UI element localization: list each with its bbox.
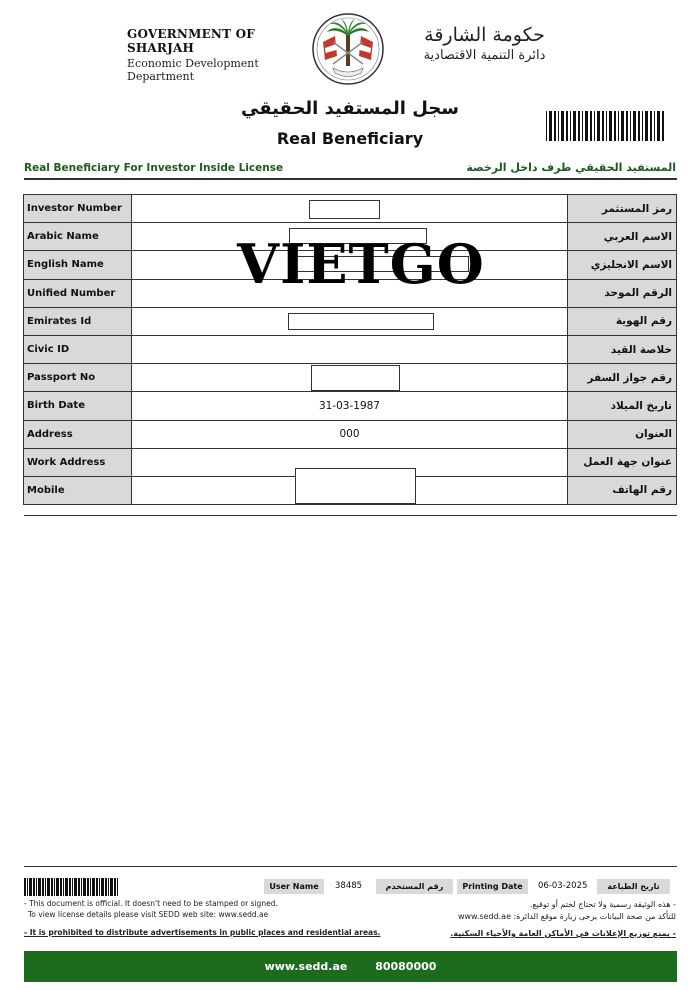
row-label-ar: رقم الهوية: [568, 307, 677, 335]
official-note-en: - This document is official. It doesn't need to be stamped or signed.: [24, 899, 278, 908]
row-label-ar: الاسم العربي: [568, 223, 677, 251]
barcode-bar: [105, 878, 107, 896]
table-row: [24, 420, 677, 448]
section-subtitle-ar: المستفيد الحقيقي طرف داخل الرخصة: [466, 161, 676, 174]
government-name-ar: [392, 24, 577, 63]
divider: [24, 515, 677, 516]
row-label-en: Investor Number: [24, 195, 132, 223]
barcode-bar: [65, 878, 68, 896]
barcode-bar: [110, 878, 113, 896]
row-label-ar: الاسم الانجليزي: [568, 251, 677, 279]
barcode-bar: [42, 878, 44, 896]
phone-number: 80080000: [375, 960, 437, 973]
barcode-bar: [582, 111, 583, 141]
printing-date-label-ar: تاريخ الطباعة: [597, 879, 670, 894]
row-label-ar: رقم الهاتف: [568, 476, 677, 504]
row-label-en: Work Address: [24, 448, 132, 476]
barcode-bar: [570, 111, 571, 141]
user-name-value: 38485: [335, 881, 363, 891]
barcode-bar: [51, 878, 53, 896]
website-note-ar: للتأكد من صحة البيانات يرجى زيارة موقع الدائرة: www.sedd.ae: [457, 912, 676, 921]
barcode-bar: [24, 878, 26, 896]
printing-date-value: 06-03-2025: [538, 881, 588, 891]
barcode-bar: [609, 111, 612, 141]
barcode-bar: [47, 878, 50, 896]
row-value: [131, 364, 567, 392]
row-label-en: Birth Date: [24, 392, 132, 420]
barcode-bar: [549, 111, 552, 141]
barcode-bar: [63, 878, 64, 896]
barcode-bar: [78, 878, 80, 896]
prohibition-note-ar: - يمنع توزيع الإعلانات في الأماكن العامة والأحياء السكنية.: [450, 929, 676, 938]
row-label-ar: عنوان جهة العمل: [568, 448, 677, 476]
barcode-bar: [101, 878, 104, 896]
barcode-bar: [96, 878, 98, 896]
barcode-bar: [36, 878, 37, 896]
barcode-bar: [45, 878, 46, 896]
official-note-ar: - هذه الوثيقة رسمية ولا تحتاج لختم أو توقيع.: [529, 900, 676, 909]
barcode-bar: [81, 878, 82, 896]
barcode-bar: [114, 878, 116, 896]
row-value: [131, 476, 567, 504]
row-label-ar: الرقم الموحد: [568, 279, 677, 307]
website-note-en: To view license details please visit SEDD web site: www.sedd.ae: [28, 910, 269, 919]
table-row: [24, 476, 677, 504]
divider: [24, 866, 677, 867]
row-label-en: Civic ID: [24, 335, 132, 363]
watermark: VIETGO: [237, 232, 485, 296]
document-title-en: Real Beneficiary: [276, 129, 424, 148]
row-label-en: English Name: [24, 251, 132, 279]
divider: [24, 178, 677, 180]
department-title-ar: دائرة التنمية الاقتصادية: [423, 48, 546, 63]
barcode-bar: [558, 111, 559, 141]
address-value: 000: [131, 420, 567, 448]
row-label-en: Emirates Id: [24, 307, 132, 335]
barcode-bar: [561, 111, 564, 141]
barcode-bar: [662, 111, 664, 141]
barcode-bar: [72, 878, 73, 896]
row-label-en: Passport No: [24, 364, 132, 392]
table-row: [24, 364, 677, 392]
row-label-en: Mobile: [24, 476, 132, 504]
barcode-bar: [69, 878, 71, 896]
barcode-bar: [633, 111, 636, 141]
barcode-bar: [650, 111, 652, 141]
row-label-ar: رمز المستثمر: [568, 195, 677, 223]
redaction-box: [288, 313, 434, 330]
barcode-bar: [630, 111, 631, 141]
redaction-box: [309, 200, 380, 219]
barcode-bar: [618, 111, 619, 141]
barcode-bar: [87, 878, 89, 896]
row-value: [131, 335, 567, 363]
redaction-box: [295, 468, 416, 504]
row-label-ar: العنوان: [568, 420, 677, 448]
barcode-icon: [546, 111, 666, 141]
barcode-bar: [56, 878, 59, 896]
barcode-bar: [60, 878, 62, 896]
barcode-bar: [645, 111, 648, 141]
barcode-bar: [566, 111, 568, 141]
department-title-en: Economic Development Department: [127, 57, 259, 83]
row-value: [131, 307, 567, 335]
barcode-bar: [657, 111, 660, 141]
barcode-bar: [54, 878, 55, 896]
barcode-bar: [27, 878, 28, 896]
barcode-bar: [585, 111, 588, 141]
barcode-icon: [24, 878, 120, 896]
row-label-en: Address: [24, 420, 132, 448]
barcode-bar: [83, 878, 86, 896]
row-label-ar: تاريخ الميلاد: [568, 392, 677, 420]
barcode-bar: [594, 111, 595, 141]
government-title-ar: حكومة الشارقة: [424, 24, 545, 46]
printing-date-label: Printing Date: [457, 879, 528, 894]
barcode-bar: [642, 111, 643, 141]
barcode-bar: [29, 878, 32, 896]
table-row: [24, 392, 677, 420]
barcode-bar: [602, 111, 604, 141]
barcode-bar: [33, 878, 35, 896]
table-row: [24, 195, 677, 223]
row-label-en: Arabic Name: [24, 223, 132, 251]
barcode-bar: [108, 878, 109, 896]
barcode-bar: [590, 111, 592, 141]
barcode-bar: [654, 111, 655, 141]
redaction-box: [311, 365, 400, 391]
section-subtitle-en: Real Beneficiary For Investor Inside License: [24, 162, 284, 174]
barcode-bar: [38, 878, 41, 896]
barcode-bar: [614, 111, 616, 141]
document-title-ar: سجل المستفيد الحقيقي: [240, 98, 459, 119]
barcode-bar: [597, 111, 600, 141]
government-name-en: [127, 27, 317, 83]
row-value: [131, 195, 567, 223]
barcode-bar: [606, 111, 607, 141]
table-row: [24, 307, 677, 335]
government-title-en: GOVERNMENT OF SHARJAH: [127, 27, 255, 55]
barcode-bar: [554, 111, 556, 141]
contact-bar: [24, 951, 677, 982]
user-name-label: User Name: [264, 879, 324, 894]
website-link[interactable]: www.sedd.ae: [264, 960, 348, 973]
table-row: [24, 335, 677, 363]
barcode-bar: [117, 878, 118, 896]
barcode-bar: [578, 111, 580, 141]
prohibition-note-en: - It is prohibited to distribute advertisements in public places and residential areas.: [24, 928, 381, 937]
barcode-bar: [546, 111, 547, 141]
row-label-en: Unified Number: [24, 279, 132, 307]
row-label-ar: رقم جواز السفر: [568, 364, 677, 392]
barcode-bar: [638, 111, 640, 141]
barcode-bar: [621, 111, 624, 141]
barcode-bar: [90, 878, 91, 896]
barcode-bar: [92, 878, 95, 896]
user-name-label-ar: رقم المستخدم: [376, 879, 453, 894]
barcode-bar: [99, 878, 100, 896]
barcode-bar: [626, 111, 628, 141]
sharjah-emblem-icon: [311, 12, 385, 86]
barcode-bar: [573, 111, 576, 141]
birth-date-value: 31-03-1987: [131, 392, 567, 420]
row-label-ar: خلاصة القيد: [568, 335, 677, 363]
barcode-bar: [74, 878, 77, 896]
